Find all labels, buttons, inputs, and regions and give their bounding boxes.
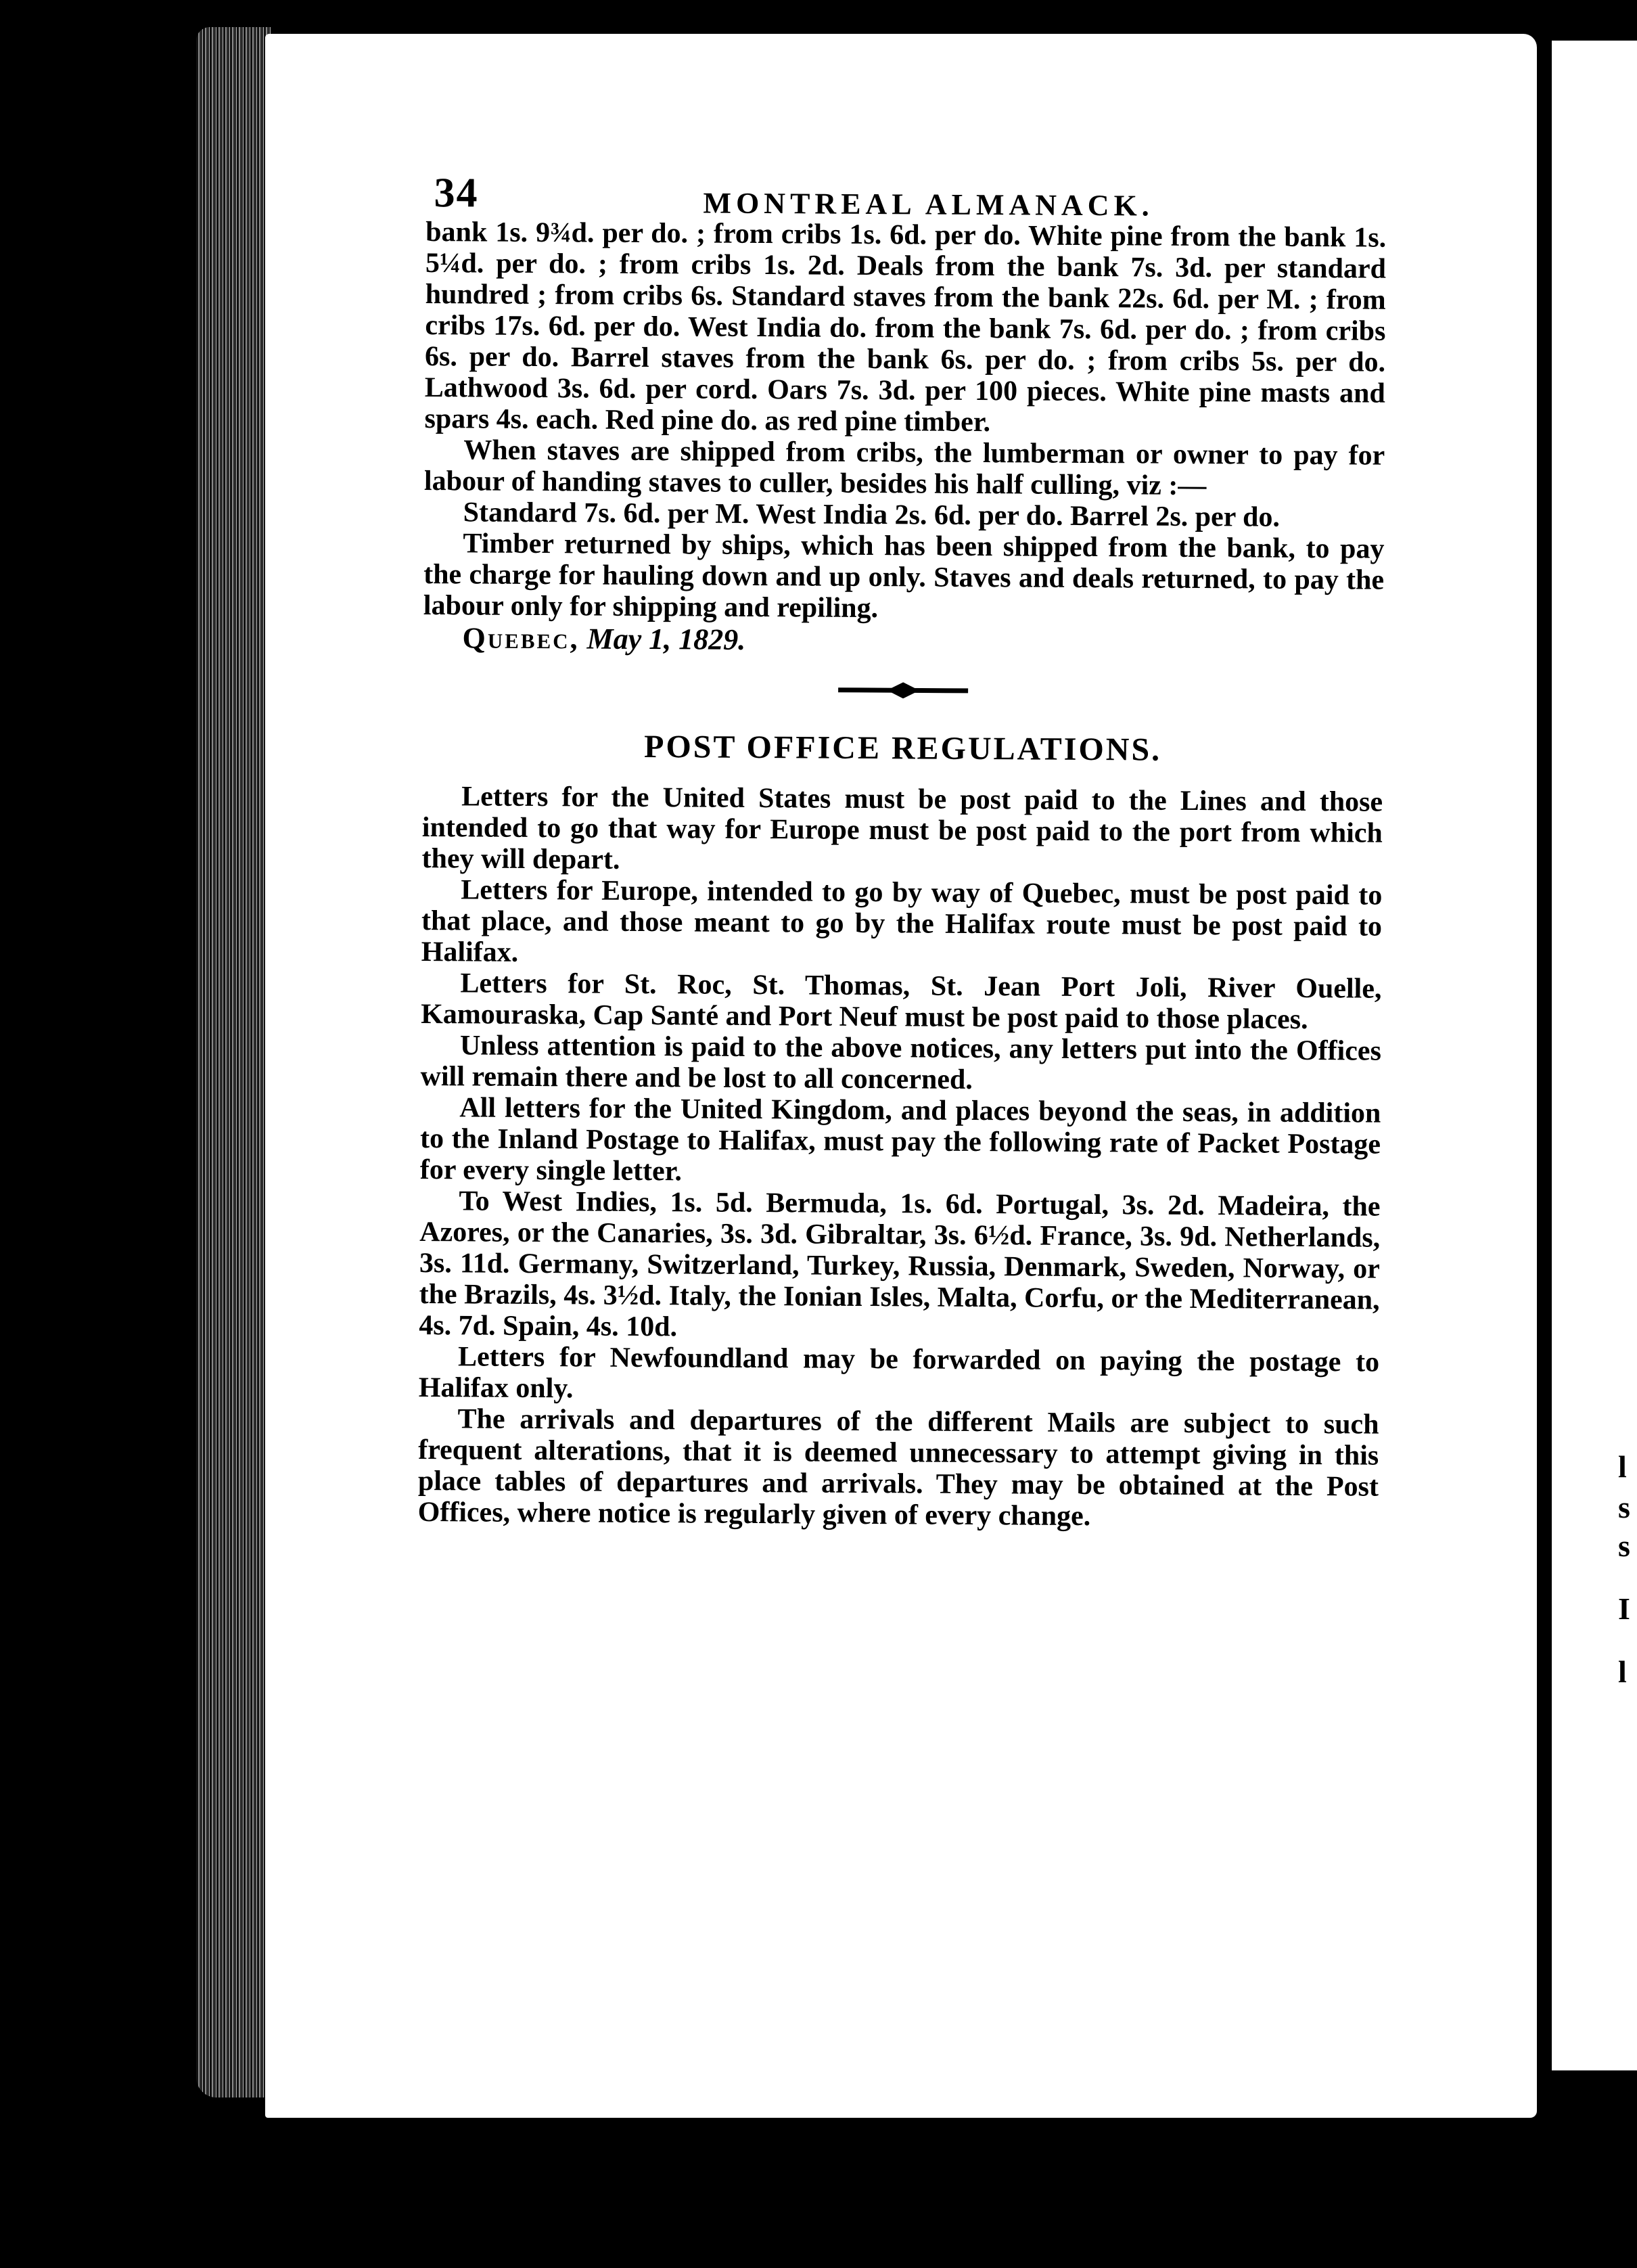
facing-page-fragment: l: [1618, 1654, 1627, 1689]
facing-page-sliver: [1542, 41, 1637, 2070]
book-page-edges: [196, 27, 271, 2097]
facing-page-fragment: l: [1618, 1449, 1627, 1484]
dateline-date: May 1, 1829.: [586, 622, 746, 656]
running-head: [425, 149, 1387, 223]
regulation-paragraph: To West Indies, 1s. 5d. Bermuda, 1s. 6d. Portugal, 3s. 2d. Madeira, the Azores, or the Canaries, 3s. 3d. Gibraltar, 3s. 6½d. France, 3s. 9d. Netherlands, 3s. 11d. Germany, Switzerland, Turkey, Russia, Denmark, Sweden, Norway, or the Brazils, 4s. 3½d. Italy, the Ionian Isles, Malta, Corfu, or the Mediterranean, 4s. 7d. Spain, 4s. 10d.: [419, 1185, 1381, 1343]
culling-paragraph: When staves are shipped from cribs, the lumberman or owner to pay for labour of handing staves to culler, besides his half culling, viz :—: [423, 434, 1385, 502]
regulation-paragraph: Letters for Newfoundland may be forwarded on paying the postage to Halifax only.: [418, 1341, 1380, 1405]
running-title: MONTREAL ALMANACK.: [703, 186, 1154, 223]
page-number: 34: [434, 170, 479, 217]
culling-paragraph: Standard 7s. 6d. per M. West India 2s. 6d. per do. Barrel 2s. per do.: [463, 497, 1281, 533]
culling-paragraph: Timber returned by ships, which has been shipped from the bank, to pay the charge for hauling down and up only. Staves and deals returned, to pay the labour only for shipping and repiling.: [423, 528, 1385, 625]
regulation-paragraph: Unless attention is paid to the above notices, any letters put into the Offices will remain there and be lost to all concerned.: [420, 1030, 1382, 1095]
regulation-paragraph: All letters for the United Kingdom, and places beyond the seas, in addition to the Inland Postage to Halifax, must pay the following rate of Packet Postage for every single letter.: [419, 1092, 1381, 1187]
regulation-paragraph: Letters for the United States must be post paid to the Lines and those intended to go that way for Europe must be post paid to the port from which they will depart.: [421, 781, 1383, 876]
regulation-paragraph: The arrivals and departures of the different Mails are subject to such frequent alterations, that it is deemed unnecessary to attempt giving in this place tables of departures and arrivals. They may be obtained at the Post Offices, where notice is regularly given of every change.: [417, 1403, 1379, 1533]
regulation-paragraph: Letters for Europe, intended to go by way of Quebec, must be post paid to that place, and those meant to go by the Halifax route must be post paid to Halifax.: [421, 874, 1383, 968]
facing-page-fragment: s: [1618, 1528, 1630, 1563]
section-heading: POST OFFICE REGULATIONS.: [643, 728, 1162, 768]
facing-page-fragment: I: [1618, 1591, 1630, 1626]
section-divider-ornament: [835, 682, 971, 699]
dateline-place: Quebec,: [462, 621, 580, 656]
facing-page-fragment: s: [1618, 1490, 1630, 1524]
continued-paragraph: bank 1s. 9¾d. per do. ; from cribs 1s. 6d. per do. White pine from the bank 1s. 5¼d. per do. ; from cribs 1s. 2d. Deals from the bank 7s. 3d. per standard hundred ; from cribs 6s. Standard staves from the bank 22s. 6d. per M. ; from cribs 17s. 6d. per do. West India do. from the bank 7s. 6d. per do. ; from cribs 6s. per do. Barrel staves from the bank 6s. per do. ; from cribs 5s. per do. Lathwood 3s. 6d. per cord. Oars 7s. 3d. per 100 pieces. White pine masts and spars 4s. each. Red pine do. as red pine timber.: [424, 216, 1387, 438]
page-content: [418, 149, 1387, 1534]
regulation-paragraph: Letters for St. Roc, St. Thomas, St. Jean Port Joli, River Ouelle, Kamouraska, Cap Santé and Port Neuf must be post paid to those places.: [421, 968, 1382, 1035]
dateline: [423, 621, 1383, 661]
